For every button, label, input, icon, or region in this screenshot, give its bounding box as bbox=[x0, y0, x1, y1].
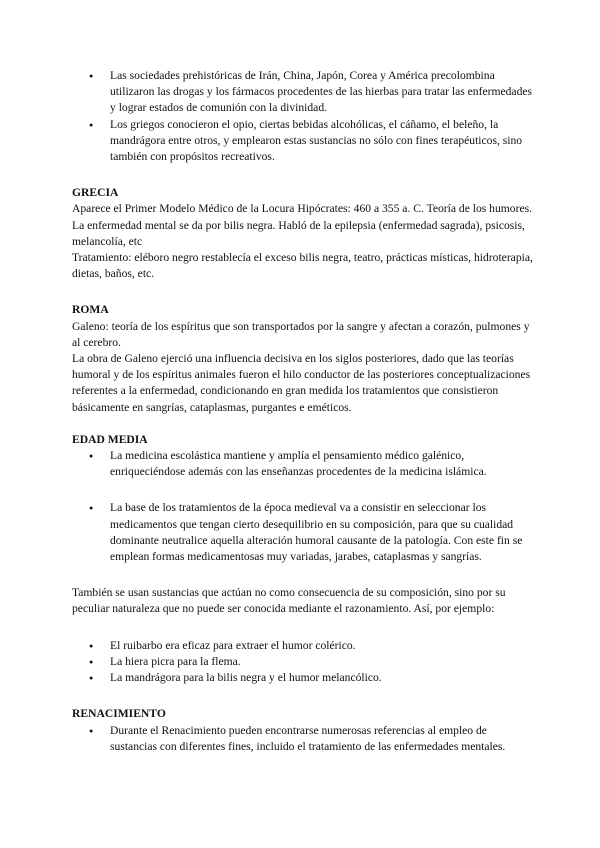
edad-media-bullet-list-2 bbox=[72, 500, 534, 565]
edad-media-bullet-list bbox=[72, 448, 534, 480]
paragraph: Aparece el Primer Modelo Médico de la Locura Hipócrates: 460 a 355 a. C. Teoría de los humores. La enfermedad mental se da por bilis negra. Habló de la epilepsia (enfermedad sagrada), psicosis, melancolía, etc bbox=[72, 202, 533, 248]
section-heading: RENACIMIENTO bbox=[72, 707, 166, 721]
list-item: ● Las sociedades prehistóricas de Irán, China, Japón, Corea y América precolombina utilizaron las drogas y los fármacos procedentes de las hierbas para tratar las enfermedades y lograr estados de comunión con la divinidad. bbox=[110, 68, 534, 117]
section-roma bbox=[72, 302, 534, 415]
section-renacimiento bbox=[72, 706, 534, 755]
section-heading: GRECIA bbox=[72, 186, 119, 200]
intro-bullet-list bbox=[72, 68, 534, 165]
section-heading: EDAD MEDIA bbox=[72, 432, 148, 446]
list-item: ● Durante el Renacimiento pueden encontrarse numerosas referencias al empleo de sustancias con diferentes fines, incluido el tratamiento de las enfermedades mentales. bbox=[110, 723, 534, 755]
paragraph: Tratamiento: eléboro negro restablecía el exceso bilis negra, teatro, prácticas místicas, hidroterapia, dietas, baños, etc. bbox=[72, 251, 533, 281]
examples-bullet-list bbox=[72, 638, 534, 687]
list-item: ● El ruibarbo era eficaz para extraer el humor colérico. bbox=[110, 638, 534, 654]
list-item: ● La mandrágora para la bilis negra y el humor melancólico. bbox=[110, 670, 534, 686]
list-item: ● La hiera picra para la flema. bbox=[110, 654, 534, 670]
section-grecia bbox=[72, 185, 534, 282]
section-heading: ROMA bbox=[72, 303, 109, 317]
list-item: ● La medicina escolástica mantiene y amplía el pensamiento médico galénico, enriqueciéndose además con las enseñanzas procedentes de la medicina islámica. bbox=[110, 448, 534, 480]
paragraph: La obra de Galeno ejerció una influencia decisiva en los siglos posteriores, dado que las teorías humoral y de los espíritus animales fueron el hilo conductor de las posteriores conceptualizaciones referentes a la enfermedad, condicionando en gran medida los tratamientos que consistieron básicamente en sangrías, cataplasmas, purgantes e eméticos. bbox=[72, 352, 531, 414]
section-edad-media bbox=[72, 432, 534, 686]
paragraph: También se usan sustancias que actúan no como consecuencia de su composición, sino por su peculiar naturaleza que no puede ser conocida mediante el razonamiento. Así, por ejemplo: bbox=[72, 586, 506, 616]
list-item: ● La base de los tratamientos de la época medieval va a consistir en seleccionar los medicamentos que tengan cierto desequilibrio en su composición, para que su cualidad dominante neutralice aquella alteración humoral causante de la patología. Con este fin se emplean formas medicamentosas muy variadas, jarabes, cataplasmas y sangrías. bbox=[110, 500, 534, 565]
renacimiento-bullet-list bbox=[72, 723, 534, 755]
list-item: ● Los griegos conocieron el opio, ciertas bebidas alcohólicas, el cáñamo, el beleño, la mandrágora entre otros, y emplearon estas sustancias no sólo con fines terapéuticos, sino también con propósitos recreativos. bbox=[110, 117, 534, 166]
paragraph: Galeno: teoría de los espíritus que son transportados por la sangre y afectan a corazón, pulmones y al cerebro. bbox=[72, 319, 530, 349]
